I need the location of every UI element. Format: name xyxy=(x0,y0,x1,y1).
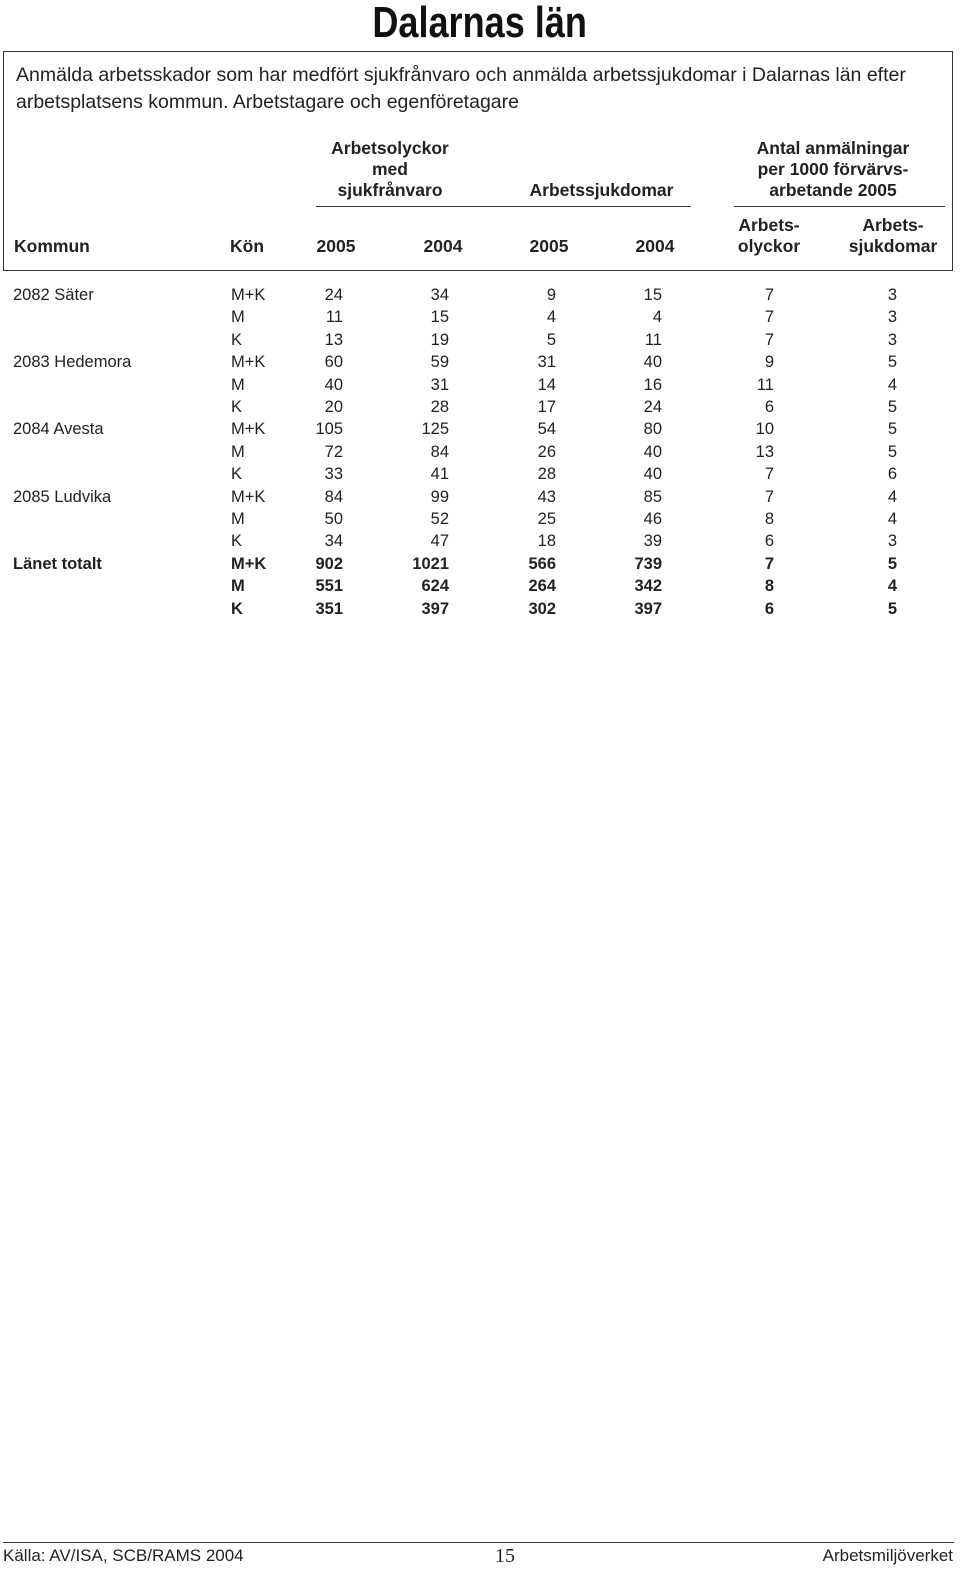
cell-rate-olyckor: 7 xyxy=(764,554,774,573)
cell-rate-olyckor: 6 xyxy=(764,599,774,618)
footer-rule xyxy=(3,1542,954,1543)
cell-kommun: 2082 Säter xyxy=(13,286,94,304)
cell-s2005: 25 xyxy=(537,510,556,528)
cell-s2004: 16 xyxy=(643,375,662,394)
header-group3-line3: arbetande 2005 xyxy=(769,180,897,200)
cell-s2004: 4 xyxy=(652,308,662,327)
cell-rate-olyckor: 7 xyxy=(764,487,774,506)
cell-kon: M xyxy=(231,375,245,394)
header-rate-sjukdomar-line2: sjukdomar xyxy=(848,236,938,256)
cell-a2004: 41 xyxy=(430,465,449,484)
cell-s2005: 43 xyxy=(537,487,556,506)
cell-kon: K xyxy=(231,599,243,618)
cell-kon: M+K xyxy=(231,353,266,372)
cell-a2005: 11 xyxy=(325,308,343,327)
cell-s2004: 46 xyxy=(643,510,662,528)
header-rate-sjukdomar xyxy=(840,215,946,257)
cell-rate-sjukdomar: 5 xyxy=(887,398,897,416)
cell-rate-sjukdomar: 4 xyxy=(887,510,897,528)
cell-a2004: 1021 xyxy=(412,554,449,573)
cell-rate-sjukdomar: 4 xyxy=(887,577,897,596)
cell-kon: M+K xyxy=(231,487,266,506)
cell-a2004: 125 xyxy=(421,420,449,439)
cell-s2004: 15 xyxy=(643,286,662,304)
cell-s2005: 302 xyxy=(528,599,556,618)
cell-a2005: 13 xyxy=(324,330,343,349)
cell-s2004: 739 xyxy=(634,554,662,573)
header-rate-olyckor-line2: olyckor xyxy=(737,236,801,256)
footer-source: Källa: AV/ISA, SCB/RAMS 2004 xyxy=(3,1546,244,1565)
cell-a2004: 84 xyxy=(430,442,449,461)
cell-s2004: 80 xyxy=(643,420,662,439)
page-number: 15 xyxy=(495,1545,515,1567)
header-rule-left xyxy=(316,206,691,207)
header-a2004: 2004 xyxy=(423,236,463,256)
cell-kon: M+K xyxy=(231,420,266,439)
cell-s2004: 85 xyxy=(643,487,662,506)
cell-s2005: 54 xyxy=(537,420,556,439)
cell-rate-olyckor: 13 xyxy=(755,442,774,461)
header-group1-line3: sjukfrånvaro xyxy=(337,180,443,200)
cell-rate-olyckor: 7 xyxy=(764,308,774,327)
cell-kommun: Länet totalt xyxy=(13,554,102,573)
cell-s2005: 18 xyxy=(537,532,556,551)
table-header-box xyxy=(3,51,953,271)
table-subtitle: Anmälda arbetsskador som har medfört sjukfrånvaro och anmälda arbetssjukdomar i Dalarnas län efter arbetsplatsens kommun. Arbetstagare och egenföretagare xyxy=(16,64,906,113)
cell-kommun: 2085 Ludvika xyxy=(13,487,112,506)
cell-s2004: 40 xyxy=(643,442,662,461)
cell-rate-olyckor: 9 xyxy=(764,353,774,372)
cell-rate-sjukdomar: 5 xyxy=(887,442,897,461)
cell-s2005: 5 xyxy=(546,330,556,349)
cell-rate-olyckor: 7 xyxy=(764,286,774,304)
header-group3-line2: per 1000 förvärvs- xyxy=(757,159,909,179)
cell-a2005: 24 xyxy=(324,286,343,304)
cell-s2004: 39 xyxy=(643,532,662,551)
cell-a2005: 105 xyxy=(315,420,343,439)
cell-rate-sjukdomar: 5 xyxy=(887,420,897,439)
cell-kon: K xyxy=(231,398,243,416)
cell-s2004: 397 xyxy=(634,599,662,618)
cell-rate-sjukdomar: 3 xyxy=(887,330,897,349)
cell-rate-olyckor: 6 xyxy=(764,532,774,551)
header-rate-olyckor-line1: Arbets- xyxy=(738,215,800,235)
cell-rate-olyckor: 8 xyxy=(764,577,774,596)
cell-kon: M xyxy=(231,510,245,528)
cell-kon: M+K xyxy=(231,554,267,573)
header-group-arbetssjukdomar: Arbetssjukdomar xyxy=(529,180,674,200)
cell-a2005: 902 xyxy=(315,554,343,573)
cell-a2004: 15 xyxy=(430,308,449,327)
cell-a2004: 31 xyxy=(430,375,449,394)
cell-rate-sjukdomar: 3 xyxy=(887,308,897,327)
cell-rate-sjukdomar: 5 xyxy=(887,353,897,372)
cell-kon: M xyxy=(231,442,245,461)
cell-rate-olyckor: 7 xyxy=(764,330,774,349)
cell-rate-sjukdomar: 5 xyxy=(887,554,897,573)
cell-a2004: 19 xyxy=(430,330,449,349)
cell-s2005: 31 xyxy=(537,353,556,372)
cell-a2004: 28 xyxy=(430,398,449,416)
cell-a2004: 47 xyxy=(430,532,449,551)
cell-kon: K xyxy=(231,532,243,551)
cell-s2004: 342 xyxy=(634,577,662,596)
cell-a2004: 397 xyxy=(421,599,449,618)
cell-s2005: 9 xyxy=(546,286,556,304)
header-s2004: 2004 xyxy=(635,236,675,256)
header-group-arbetsolyckor xyxy=(304,138,476,201)
header-group3-line1: Antal anmälningar xyxy=(756,138,910,158)
cell-kon: M xyxy=(231,308,245,327)
cell-a2004: 59 xyxy=(430,353,449,372)
cell-a2004: 52 xyxy=(430,510,449,528)
cell-kon: K xyxy=(231,465,243,484)
cell-s2004: 40 xyxy=(643,465,662,484)
header-group-rate xyxy=(733,138,933,201)
cell-rate-sjukdomar: 4 xyxy=(887,487,897,506)
cell-kon: M+K xyxy=(231,286,266,304)
cell-rate-sjukdomar: 6 xyxy=(887,465,897,484)
cell-a2005: 551 xyxy=(315,577,343,596)
header-rule-right xyxy=(734,206,945,207)
cell-s2005: 28 xyxy=(537,465,556,484)
cell-rate-sjukdomar: 3 xyxy=(887,532,897,551)
cell-a2004: 624 xyxy=(421,577,449,596)
cell-a2005: 20 xyxy=(324,398,343,416)
cell-s2005: 264 xyxy=(528,577,556,596)
page-title: Dalarnas län xyxy=(372,0,587,47)
cell-a2005: 84 xyxy=(324,487,343,506)
cell-s2004: 11 xyxy=(644,330,662,349)
cell-a2005: 40 xyxy=(324,375,343,394)
cell-rate-olyckor: 6 xyxy=(764,398,774,416)
header-kommun: Kommun xyxy=(14,236,90,256)
cell-s2005: 26 xyxy=(537,442,556,461)
header-kon: Kön xyxy=(230,236,265,256)
cell-kon: K xyxy=(231,330,243,349)
cell-a2005: 50 xyxy=(324,510,343,528)
cell-kommun: 2083 Hedemora xyxy=(13,353,132,372)
header-rate-sjukdomar-line1: Arbets- xyxy=(862,215,924,235)
cell-rate-sjukdomar: 3 xyxy=(887,286,897,304)
header-a2005: 2005 xyxy=(316,236,356,256)
cell-rate-olyckor: 11 xyxy=(756,375,774,394)
cell-a2005: 60 xyxy=(324,353,343,372)
cell-s2004: 40 xyxy=(643,353,662,372)
cell-s2005: 17 xyxy=(537,398,556,416)
cell-a2005: 72 xyxy=(324,442,343,461)
cell-kommun: 2084 Avesta xyxy=(13,420,104,439)
cell-rate-olyckor: 7 xyxy=(764,465,774,484)
cell-a2005: 351 xyxy=(315,599,343,618)
cell-s2005: 4 xyxy=(546,308,556,327)
cell-a2005: 33 xyxy=(324,465,343,484)
header-s2005: 2005 xyxy=(529,236,569,256)
cell-kon: M xyxy=(231,577,245,596)
cell-s2005: 14 xyxy=(537,375,556,394)
header-rate-olyckor xyxy=(726,215,812,257)
cell-s2004: 24 xyxy=(643,398,662,416)
footer-publisher: Arbetsmiljöverket xyxy=(822,1546,953,1565)
cell-rate-olyckor: 8 xyxy=(764,510,774,528)
cell-a2004: 34 xyxy=(430,286,449,304)
cell-rate-sjukdomar: 4 xyxy=(887,375,897,394)
header-group1-line1: Arbetsolyckor xyxy=(331,138,449,158)
cell-rate-sjukdomar: 5 xyxy=(887,599,897,618)
cell-rate-olyckor: 10 xyxy=(755,420,774,439)
cell-s2005: 566 xyxy=(528,554,556,573)
cell-a2005: 34 xyxy=(324,532,343,551)
cell-a2004: 99 xyxy=(430,487,449,506)
header-group1-line2: med xyxy=(372,159,408,179)
